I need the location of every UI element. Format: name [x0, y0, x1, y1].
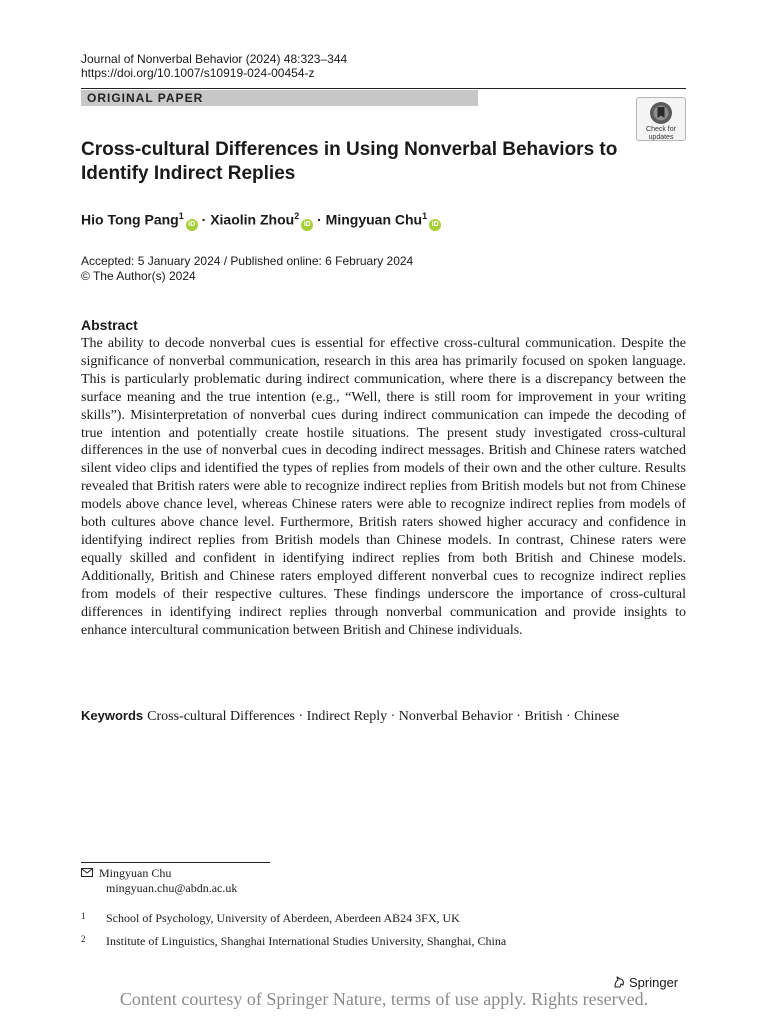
corresponding-name: Mingyuan Chu: [99, 866, 172, 880]
publisher-name: Springer: [629, 975, 679, 990]
corresponding-author: [81, 866, 171, 881]
title-line-1: Cross-cultural Differences in Using Nonverbal Behaviors to: [81, 139, 618, 160]
title-line-2: Identify Indirect Replies: [81, 163, 296, 184]
author-separator: ·: [197, 211, 211, 228]
check-for-label: Check for: [646, 126, 676, 133]
orcid-icon[interactable]: iD: [429, 219, 441, 231]
updates-label: updates: [648, 134, 674, 141]
orcid-icon[interactable]: iD: [186, 219, 198, 231]
copyright-line: © The Author(s) 2024: [81, 269, 196, 283]
author-affiliation-mark: 1: [422, 211, 428, 221]
keywords-label: Keywords: [81, 708, 144, 723]
affiliation-1: [81, 909, 460, 926]
author-affiliation-mark: 1: [178, 211, 184, 221]
footnote-rule: [81, 862, 270, 863]
author-list: [81, 207, 441, 231]
article-type-banner: ORIGINAL PAPER: [81, 90, 478, 106]
accepted-published-line: Accepted: 5 January 2024 / Published online: 6 February 2024: [81, 254, 414, 268]
affiliation-number: 1: [81, 911, 86, 921]
keywords-section: [81, 707, 686, 726]
journal-citation: Journal of Nonverbal Behavior (2024) 48:323–344: [81, 52, 348, 66]
author-name[interactable]: Xiaolin Zhou: [210, 211, 295, 228]
header-rule: [81, 88, 686, 89]
springer-horse-icon: [612, 975, 626, 989]
article-title: [81, 138, 641, 186]
orcid-icon[interactable]: iD: [301, 219, 313, 231]
corresponding-email[interactable]: mingyuan.chu@abdn.ac.uk: [106, 881, 238, 895]
usage-watermark: Content courtesy of Springer Nature, terms of use apply. Rights reserved.: [119, 989, 649, 1009]
envelope-icon: [81, 866, 99, 881]
affiliation-text: School of Psychology, University of Aberdeen, Aberdeen AB24 3FX, UK: [106, 911, 460, 925]
author-name[interactable]: Mingyuan Chu: [325, 211, 423, 228]
doi-link[interactable]: https://doi.org/10.1007/s10919-024-00454-z: [81, 66, 315, 80]
author-separator: ·: [313, 211, 326, 228]
affiliation-text: Institute of Linguistics, Shanghai International Studies University, Shanghai, China: [106, 934, 507, 948]
publication-dates: [81, 254, 413, 284]
check-for-updates-badge[interactable]: [636, 97, 686, 141]
abstract-text: The ability to decode nonverbal cues is essential for effective cross-cultural communication. Despite the significance of nonverbal communication, research in this area has primarily focused on spoken language. This is particularly problematic during indirect communication, where there is a discrepancy between the surface meaning and the true intention (e.g., “Well, there is still room for improvement in your writing skills”). Misinterpretation of nonverbal cues during indirect communication can impede the decoding of true intention and potentially create hostile situations. The present study investigated cross-cultural differences in the use of nonverbal cues in decoding indirect messages. British and Chinese raters watched silent video clips and identified the types of replies from models of their own and the other culture. Results revealed that British raters were able to recognize indirect replies from British models but not from Chinese models above chance level, whereas Chinese raters were able to recognize indirect replies from models of both cultures above chance level. Furthermore, British raters showed higher accuracy and confidence in identifying indirect replies from British models than Chinese models. In contrast, Chinese raters were equally skilled and confident in identifying indirect replies from both British and Chinese models. Additionally, British and Chinese raters employed different nonverbal cues to recognize indirect replies from models of their respective cultures. These findings underscore the importance of cross-cultural differences in identifying indirect replies through nonverbal communication and provide insights to enhance intercultural communication between British and Chinese individuals.: [81, 336, 686, 638]
affiliation-2: [81, 932, 506, 949]
author-name[interactable]: Hio Tong Pang: [81, 211, 179, 228]
keywords-list: Cross-cultural Differences · Indirect Reply · Nonverbal Behavior · British · Chinese: [147, 709, 620, 724]
bookmark-ribbon-icon: [648, 101, 674, 125]
abstract-heading: Abstract: [81, 317, 138, 333]
author-affiliation-mark: 2: [294, 211, 300, 221]
affiliation-number: 2: [81, 934, 86, 944]
